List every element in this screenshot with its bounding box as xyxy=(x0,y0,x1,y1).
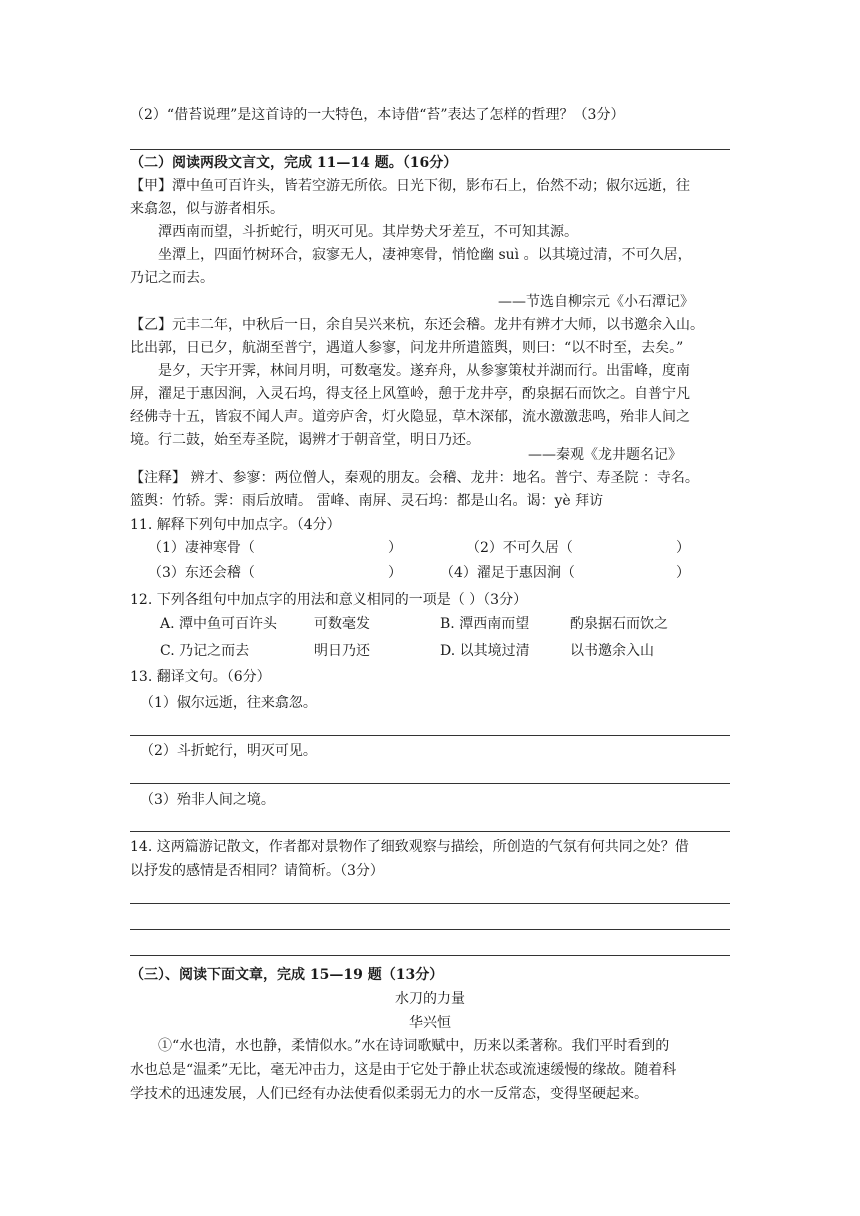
q11-item1-close: ） xyxy=(388,540,402,556)
q14-stem-line1: 14. 这两篇游记散文，作者都对景物作了细致观察与描绘，所创造的气氛有何共同之处？借 xyxy=(130,839,689,855)
q12-option-a1: A. 潭中鱼可百许头 xyxy=(160,616,278,632)
q13-stem: 13. 翻译文句。（6分） xyxy=(130,669,271,685)
yi-p2-line1: 是夕，天宇开霁，林间月明，可数毫发。遂弃舟，从参寥策杖并湖而行。出雷峰，度南 xyxy=(158,363,690,379)
article-p1-line2: 水也总是“温柔”无比，毫无冲击力，这是由于它处于静止状态或流速缓慢的缘故。随着科 xyxy=(130,1062,677,1078)
yi-p2-line3: 经佛寺十五，皆寂不闻人声。道旁庐舍，灯火隐显，草木深郁，流水激激悲鸣，殆非人间之 xyxy=(130,409,690,425)
q11-item2-close: ） xyxy=(676,540,690,556)
answer-line xyxy=(130,783,730,784)
q14-stem-line2: 以抒发的感情是否相同？请简析。（3分） xyxy=(130,863,384,879)
q11-stem: 11. 解释下列句中加点字。（4分） xyxy=(130,517,341,533)
q10-part2: （2）“借苔说理”是这首诗的一大特色，本诗借“苔”表达了怎样的哲理？（3分） xyxy=(130,107,625,123)
jia-p2: 潭西南而望，斗折蛇行，明灭可见。其岸势犬牙差互，不可知其源。 xyxy=(158,224,578,240)
answer-line xyxy=(130,831,730,832)
q13-sentence2: （2）斗折蛇行，明灭可见。 xyxy=(140,743,317,759)
article-p1-line3: 学技术的迅速发展，人们已经有办法使看似柔弱无力的水一反常态，变得坚硬起来。 xyxy=(130,1086,648,1102)
answer-line xyxy=(130,955,730,956)
yi-p2-line4: 境。行二鼓，始至寿圣院，谒辨才于朝音堂，明日乃还。 xyxy=(130,432,480,448)
jia-source: ——节选自柳宗元《小石潭记》 xyxy=(498,294,694,310)
yi-source: ——秦观《龙井题名记》 xyxy=(528,447,682,463)
jia-p1-line1: 【甲】潭中鱼可百许头，皆若空游无所依。日光下彻，影布石上，佁然不动；俶尔远逝，往 xyxy=(130,178,690,194)
q11-item4-close: ） xyxy=(676,565,690,581)
q11-item3: （3）东还会稽（ xyxy=(148,565,255,581)
jia-p1-line2: 来翕忽，似与游者相乐。 xyxy=(130,201,284,217)
section2-header: （二）阅读两段文言文，完成 11—14 题。（16分） xyxy=(130,155,458,171)
q11-item1: （1）凄神寒骨（ xyxy=(148,540,255,556)
answer-line xyxy=(130,149,730,150)
yi-p1-line2: 比出郭，日已夕，航湖至普宁，遇道人参寥，问龙井所遣篮舆，则曰：“以不时至，去矣。” xyxy=(130,340,684,356)
answer-line xyxy=(130,903,730,904)
q13-sentence3: （3）殆非人间之境。 xyxy=(140,792,275,808)
q11-item3-close: ） xyxy=(388,565,402,581)
section3-header: （三）、阅读下面文章，完成 15—19 题（13分） xyxy=(130,967,444,983)
q12-option-b2: 酌泉据石而饮之 xyxy=(570,616,668,632)
q12-option-b1: B. 潭西南而望 xyxy=(440,616,530,632)
q12-option-c1: C. 乃记之而去 xyxy=(160,643,250,659)
q13-sentence1: （1）俶尔远逝，往来翕忽。 xyxy=(140,695,317,711)
answer-line xyxy=(130,929,730,930)
q12-option-d2: 以书邀余入山 xyxy=(570,643,654,659)
notes-line1: 【注释】 辨才、参寥：两位僧人，秦观的朋友。会稽、龙井：地名。普宁、寿圣院 ：寺名。 xyxy=(130,470,699,486)
article-title: 水刀的力量 xyxy=(395,991,465,1007)
yi-p2-line2: 屏，濯足于惠因涧，入灵石坞，得支径上风篁岭，憩于龙井亭，酌泉据石而饮之。自普宁凡 xyxy=(130,386,690,402)
yi-p1-line1: 【乙】元丰二年，中秋后一日，余自吴兴来杭，东还会稽。龙井有辨才大师，以书邀余入山。 xyxy=(130,317,704,333)
q12-option-d1: D. 以其境过清 xyxy=(440,643,530,659)
answer-line xyxy=(130,735,730,736)
notes-line2: 篮舆：竹轿。霁：雨后放晴。 雷峰、南屏、灵石坞：都是山名。谒：yè 拜访 xyxy=(130,493,604,509)
article-p1-line1: ①“水也清，水也静，柔情似水。”水在诗词歌赋中，历来以柔著称。我们平时看到的 xyxy=(158,1038,670,1054)
q12-option-c2: 明日乃还 xyxy=(314,643,370,659)
q11-item2: （2）不可久居（ xyxy=(466,540,573,556)
jia-p3-line2: 乃记之而去。 xyxy=(130,270,214,286)
article-author: 华兴恒 xyxy=(409,1015,451,1031)
q12-stem: 12. 下列各组句中加点字的用法和意义相同的一项是（ ）（3分） xyxy=(130,592,528,608)
q11-item4: （4）濯足于惠因涧（ xyxy=(440,565,575,581)
q12-option-a2: 可数毫发 xyxy=(314,616,370,632)
jia-p3-line1: 坐潭上，四面竹树环合，寂寥无人，凄神寒骨，悄怆幽 suì 。以其境过清，不可久居， xyxy=(158,247,692,263)
